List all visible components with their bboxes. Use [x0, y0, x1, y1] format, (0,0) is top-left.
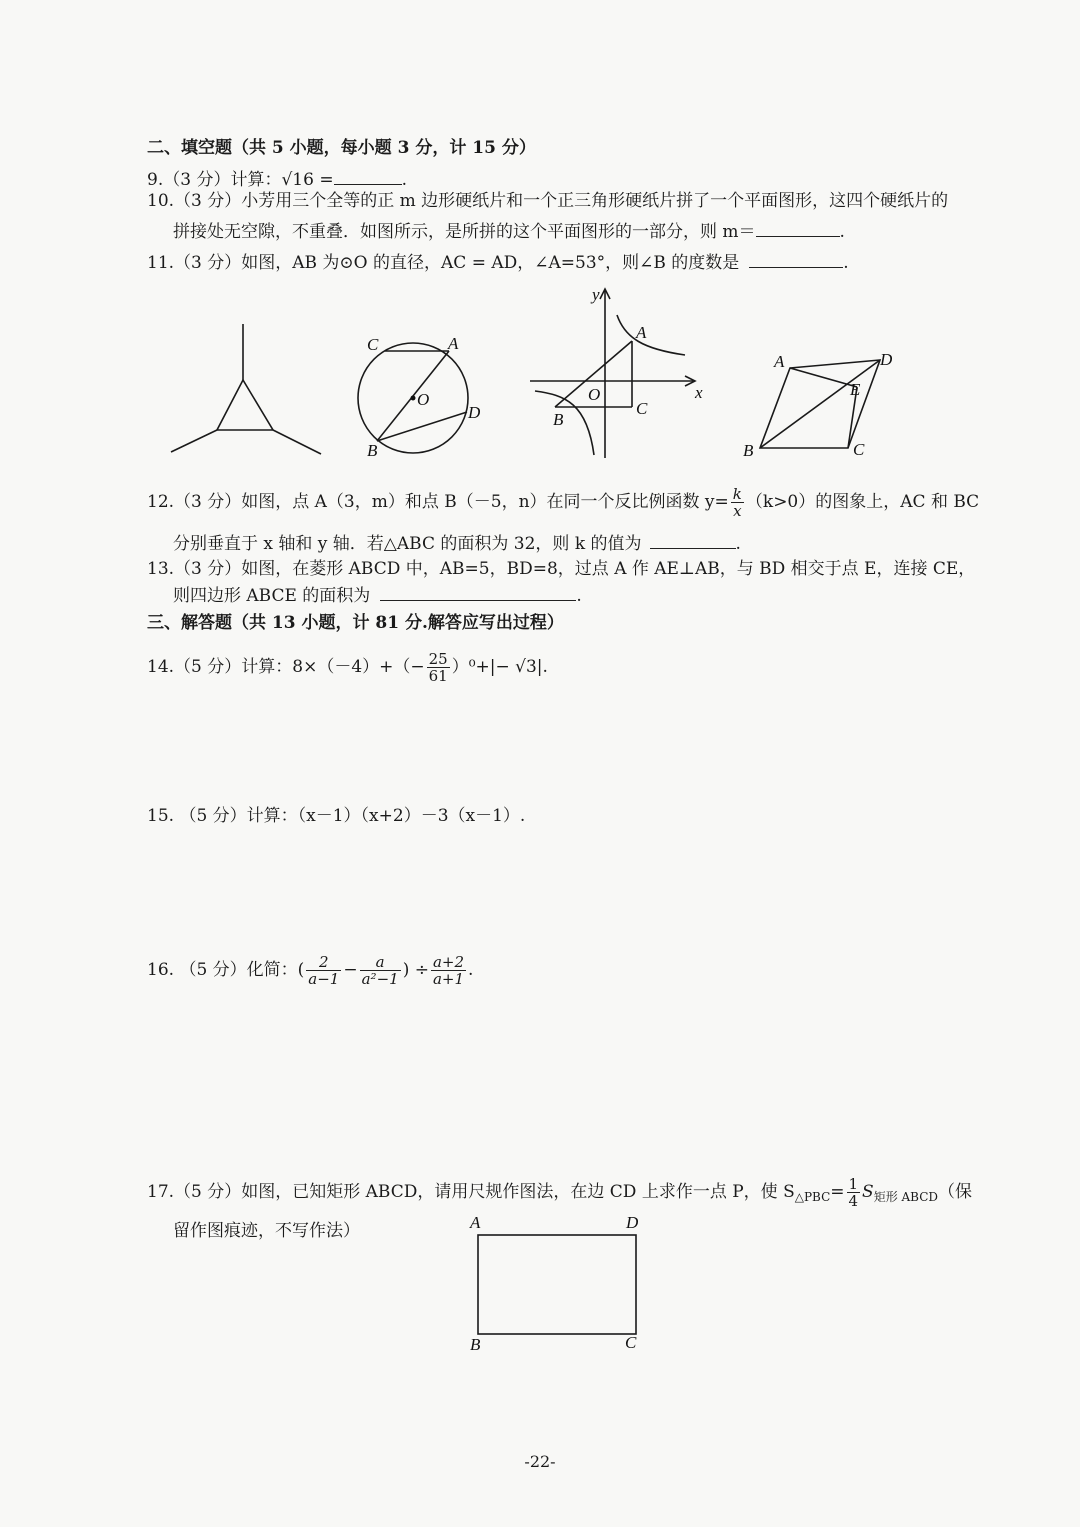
q13-fig-label-a: A: [774, 352, 785, 371]
q12-fig-label-a: A: [636, 323, 647, 342]
q11-fig-label-o: O: [417, 390, 430, 409]
q12-fig-hyperbola-right: [617, 315, 685, 355]
q16-frac2-den: a²−1: [361, 970, 399, 988]
q9-expr: √16 =: [281, 170, 334, 190]
q9-lead: 9.（3 分）计算：: [147, 170, 282, 190]
q17-fig-rectangle: [478, 1235, 636, 1334]
section-2-title: 二、填空题（共 5 小题，每小题 3 分，计 15 分）: [147, 138, 536, 158]
q12-fig-label-x: x: [695, 383, 703, 402]
q11-text: 11.（3 分）如图，AB 为⊙O 的直径，AC = AD，∠A=53°，则∠B 的度数是: [147, 253, 740, 273]
q12-fig-hyperbola-left: [535, 391, 594, 455]
q12-fig-label-b: B: [553, 410, 564, 429]
q10-end: .: [839, 222, 845, 242]
q11-fig-label-b: B: [367, 441, 378, 460]
q10-fig-leg-right: [273, 430, 321, 454]
q11-fig-label-c: C: [367, 335, 379, 354]
q16-frac3-num: a+2: [432, 953, 465, 971]
question-12-line2: [173, 532, 741, 555]
q11-fig-chord-bd: [377, 412, 467, 441]
question-9: [147, 168, 407, 191]
question-11: [147, 251, 849, 274]
question-13-line1: 13.（3 分）如图，在菱形 ABCD 中，AB=5，BD=8，过点 A 作 AE⊥AB，与 BD 相交于点 E，连接 CE，: [147, 559, 976, 579]
q10-answer-blank[interactable]: [756, 220, 840, 237]
q12-figure: [525, 283, 715, 461]
q11-fig-center-dot: [411, 396, 416, 401]
q17-fraction: [847, 1176, 861, 1209]
q12-line2-text: 分别垂直于 x 轴和 y 轴．若△ABC 的面积为 32，则 k 的值为: [173, 534, 642, 554]
q12-line1a: 12.（3 分）如图，点 A（3，m）和点 B（－5，n）在同一个反比例函数 y=: [147, 492, 729, 512]
q17-fig-label-a: A: [470, 1213, 481, 1232]
q10-fig-leg-left: [171, 430, 217, 452]
q11-fig-label-a: A: [448, 334, 459, 353]
q11-answer-blank[interactable]: [749, 251, 843, 268]
q17-sub-rect: 矩形 ABCD: [873, 1190, 939, 1204]
q14-frac-den: 61: [428, 667, 448, 685]
q16-mid: ) ÷: [402, 960, 429, 980]
q11-end: .: [843, 253, 849, 273]
q13-fig-label-b: B: [743, 441, 754, 460]
q12-answer-blank[interactable]: [650, 532, 736, 549]
q13-end: .: [576, 586, 582, 606]
q11-fig-label-d: D: [468, 403, 481, 422]
question-12-line1: [147, 485, 979, 519]
q14-tail: ）⁰+|− √3|.: [451, 657, 548, 677]
q13-line2-text: 则四边形 ABCE 的面积为: [173, 586, 371, 606]
q14-fraction: [427, 651, 450, 684]
q13-fig-segment-ae: [790, 368, 857, 387]
q12-frac-den: x: [733, 502, 742, 520]
q16-end: .: [468, 960, 474, 980]
q13-fig-label-e: E: [850, 380, 861, 399]
q12-end: .: [735, 534, 741, 554]
question-13-line2: [173, 584, 582, 607]
q14-lead: 14.（5 分）计算：8×（－4）+（−: [147, 657, 425, 677]
q10-figure: [165, 320, 335, 460]
q17-fig-label-d: D: [626, 1213, 639, 1232]
q13-answer-blank[interactable]: [380, 584, 576, 601]
q13-fig-label-c: C: [853, 440, 865, 459]
q12-fig-label-y: y: [592, 285, 600, 304]
q12-frac-num: k: [732, 485, 742, 503]
question-15: 15. （5 分）计算：（x－1）（x+2）－3（x－1）.: [147, 806, 526, 826]
q16-frac3-den: a+1: [432, 970, 465, 988]
q16-fraction-1: [306, 954, 341, 987]
question-16: [147, 952, 473, 988]
q17-frac-den: 4: [848, 1192, 859, 1210]
q16-frac2-num: a: [360, 954, 401, 971]
q9-end: .: [401, 170, 407, 190]
q12-fig-label-c: C: [636, 399, 648, 418]
q17-s: S: [862, 1182, 874, 1202]
q9-answer-blank[interactable]: [334, 168, 402, 185]
q17-lead: 17.（5 分）如图，已知矩形 ABCD，请用尺规作图法，在边 CD 上求作一点 P，使 S: [147, 1182, 795, 1202]
q14-frac-num: 25: [428, 650, 448, 668]
q10-fig-triangle: [217, 380, 273, 430]
q12-fraction: [731, 486, 744, 519]
question-10-line1: 10.（3 分）小芳用三个全等的正 m 边形硬纸片和一个正三角形硬纸片拼了一个平面图形，这四个硬纸片的: [147, 191, 949, 211]
q16-lead: 16. （5 分）化简：(: [147, 960, 305, 980]
section-3-title: 三、解答题（共 13 小题，计 81 分.解答应写出过程）: [147, 613, 564, 633]
q12-fig-label-o: O: [588, 385, 601, 404]
q17-fig-label-b: B: [470, 1335, 481, 1354]
q10-line2-text: 拼接处无空隙，不重叠．如图所示，是所拼的这个平面图形的一部分，则 m＝: [173, 222, 756, 242]
question-17-line2: 留作图痕迹，不写作法）: [173, 1221, 360, 1241]
q13-figure: [740, 345, 905, 460]
q13-fig-diagonal-bd: [760, 360, 880, 448]
q17-eq: =: [830, 1182, 845, 1202]
question-14: [147, 650, 548, 684]
q16-fraction-3: [431, 954, 466, 987]
q16-fraction-2: [360, 954, 401, 987]
question-17-line1: [147, 1175, 972, 1214]
q13-fig-label-d: D: [880, 350, 893, 369]
q11-figure: [355, 330, 495, 465]
q17-figure: [462, 1210, 652, 1355]
q12-line1b: （k>0）的图象上，AC 和 BC: [745, 492, 980, 512]
page-number: -22-: [524, 1452, 556, 1471]
q17-sub-pbc: △PBC: [794, 1190, 831, 1204]
q16-minus: −: [343, 960, 358, 980]
q16-frac1-num: 2: [306, 954, 341, 971]
question-10-line2: [173, 220, 845, 243]
q17-frac-num: 1: [848, 1175, 859, 1193]
q16-frac1-den: a−1: [308, 970, 340, 988]
q17-fig-label-c: C: [625, 1333, 637, 1352]
q17-tail: （保: [938, 1182, 973, 1202]
